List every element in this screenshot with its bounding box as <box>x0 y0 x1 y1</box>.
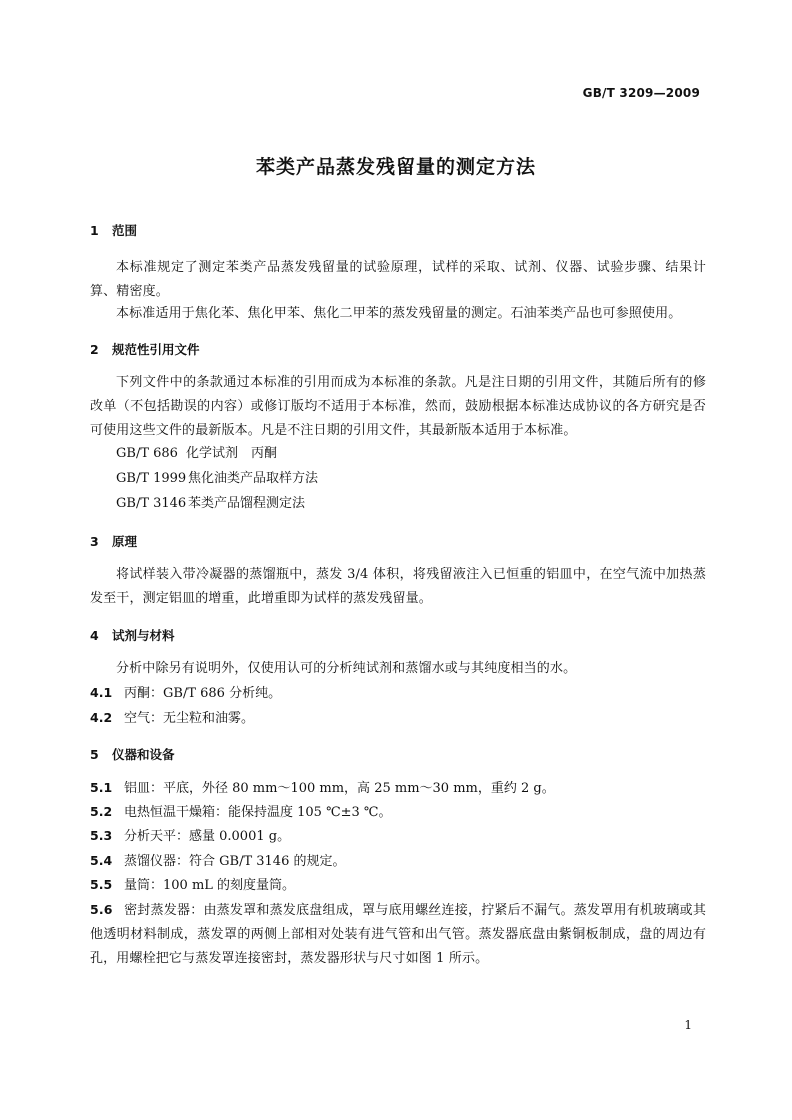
section-number: 1 <box>90 223 99 238</box>
clause-number: 5.6 <box>90 902 113 917</box>
clause-number: 5.2 <box>90 804 113 819</box>
reference-name: 化学试剂 丙酮 <box>186 446 278 461</box>
section-2-heading <box>90 340 200 358</box>
page-number: 1 <box>684 1018 692 1032</box>
section-number: 5 <box>90 747 99 762</box>
clause-item <box>90 708 706 729</box>
section-title: 规范性引用文件 <box>112 342 200 357</box>
section-4-heading <box>90 626 175 644</box>
clause-text: 蒸馏仪器：符合 GB/T 3146 的规定。 <box>124 854 346 869</box>
clause-text: 空气：无尘粒和油雾。 <box>124 711 255 726</box>
section-title: 试剂与材料 <box>112 628 175 643</box>
document-title: 苯类产品蒸发残留量的测定方法 <box>255 156 536 178</box>
clause-number: 4.2 <box>90 710 113 725</box>
clause-item <box>90 875 706 896</box>
section-title: 原理 <box>112 534 138 549</box>
clause-number: 4.1 <box>90 685 113 700</box>
reference-code: GB/T 686 <box>116 446 178 461</box>
section-1-heading <box>90 221 137 239</box>
clause-item <box>90 778 706 799</box>
clause-number: 5.3 <box>90 828 113 843</box>
section-title: 范围 <box>112 223 138 238</box>
section-1-paragraph-1: 本标准规定了测定苯类产品蒸发残留量的试验原理，试样的采取、试剂、仪器、试验步骤、结果计算、精密度。 <box>90 260 706 299</box>
clause-text: 分析天平：感量 0.0001 g。 <box>124 829 291 844</box>
clause-number: 5.4 <box>90 853 113 868</box>
reference-name: 焦化油类产品取样方法 <box>188 471 319 486</box>
reference-code: GB/T 3146 <box>116 496 187 511</box>
clause-text: 量筒：100 mL 的刻度量筒。 <box>124 878 296 893</box>
clause-item <box>90 683 706 704</box>
clause-text: 丙酮：GB/T 686 分析纯。 <box>124 686 282 701</box>
standard-code: GB/T 3209—2009 <box>582 86 700 100</box>
section-3-paragraph-1: 将试样装入带冷凝器的蒸馏瓶中，蒸发 3/4 体积，将残留液注入已恒重的铝皿中，在空气流中加热蒸发至干，测定铝皿的增重，此增重即为试样的蒸发残留量。 <box>90 567 706 606</box>
clause-number: 5.1 <box>90 780 113 795</box>
clause-item-long <box>90 898 706 971</box>
section-1-paragraph-2: 本标准适用于焦化苯、焦化甲苯、焦化二甲苯的蒸发残留量的测定。石油苯类产品也可参照使用。 <box>116 306 682 321</box>
reference-name: 苯类产品馏程测定法 <box>188 496 306 511</box>
section-number: 3 <box>90 534 99 549</box>
section-4-paragraph-1: 分析中除另有说明外，仅使用认可的分析纯试剂和蒸馏水或与其纯度相当的水。 <box>116 661 577 676</box>
clause-item <box>90 851 706 872</box>
section-2-paragraph-1: 下列文件中的条款通过本标准的引用而成为本标准的条款。凡是注日期的引用文件，其随后所有的修改单（不包括勘误的内容）或修订版均不适用于本标准，然而，鼓励根据本标准达成协议的各方研究是否可使用这些文件的最新版本。凡是不注日期的引用文件，其最新版本适用于本标准。 <box>90 375 706 438</box>
section-number: 4 <box>90 628 99 643</box>
reference-item <box>116 469 732 489</box>
clause-text: 电热恒温干燥箱：能保持温度 105 ℃±3 ℃。 <box>124 805 392 820</box>
section-3-heading <box>90 532 137 550</box>
reference-item <box>116 444 732 464</box>
clause-item <box>90 826 706 847</box>
clause-text: 密封蒸发器：由蒸发罩和蒸发底盘组成，罩与底用螺丝连接，拧紧后不漏气。蒸发罩用有机玻璃或其他透明材料制成，蒸发罩的两侧上部相对处装有进气管和出气管。蒸发器底盘由紫铜板制成，盘的周边有孔，用螺栓把它与蒸发罩连接密封，蒸发器形状与尺寸如图 1 所示。 <box>90 903 706 966</box>
reference-item <box>116 494 732 514</box>
section-5-heading <box>90 745 175 763</box>
section-title: 仪器和设备 <box>112 747 175 762</box>
clause-text: 铝皿：平底，外径 80 mm～100 mm，高 25 mm～30 mm，重约 2 g。 <box>124 781 555 796</box>
clause-number: 5.5 <box>90 877 113 892</box>
clause-item <box>90 802 706 823</box>
reference-code: GB/T 1999 <box>116 471 187 486</box>
section-number: 2 <box>90 342 99 357</box>
